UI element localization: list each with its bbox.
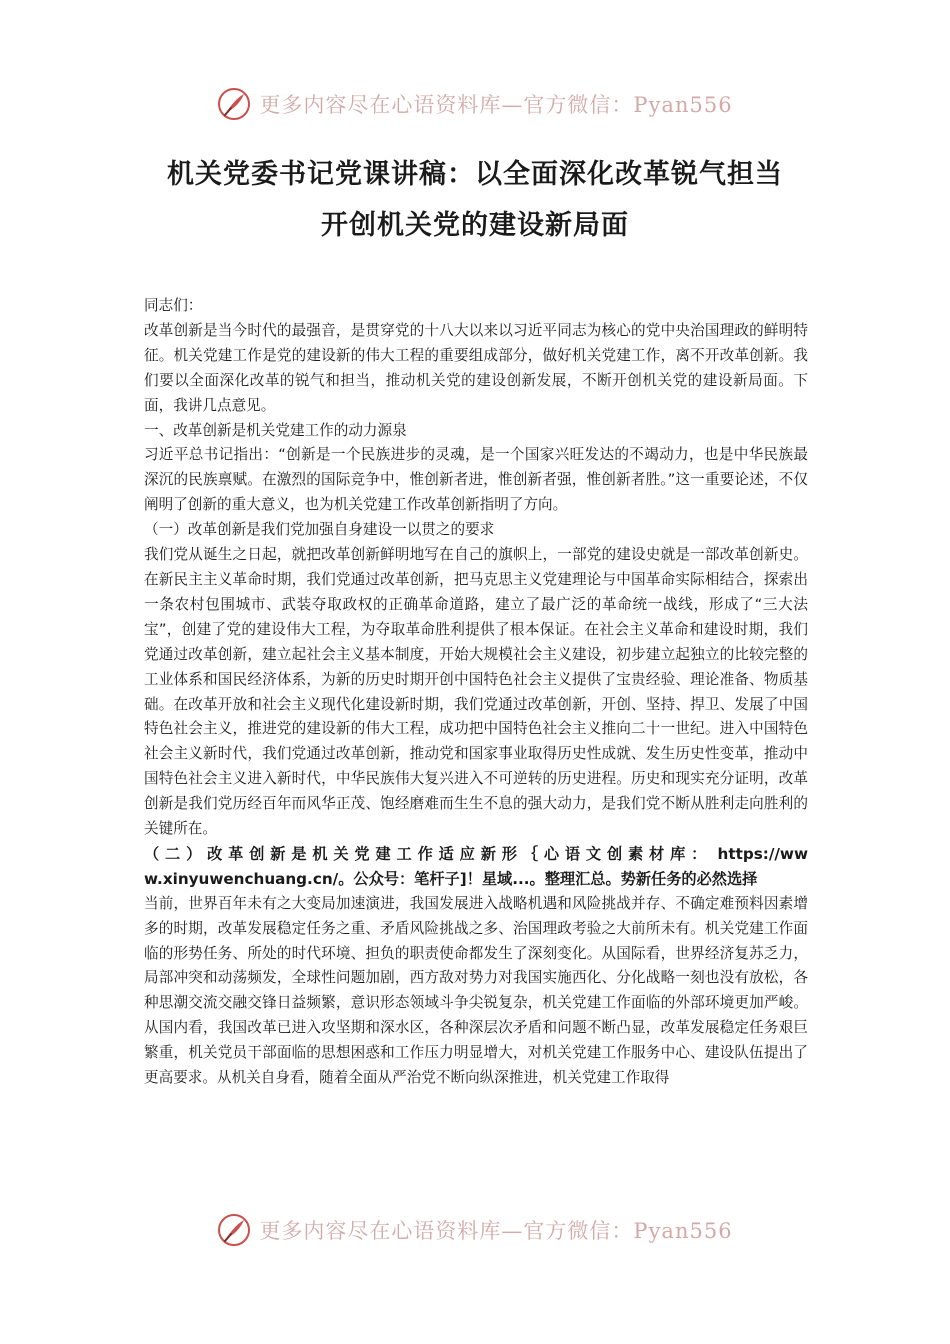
body-paragraph: 我们党从诞生之日起，就把改革创新鲜明地写在自己的旗帜上，一部党的建设史就是一部改革创新史。在新民主主义革命时期，我们党通过改革创新，把马克思主义党建理论与中国革命实际相结合，探索出一条农村包围城市、武装夺取政权的正确革命道路，建立了最广泛的革命统一战线，形成了“三大法宝”，创建了党的建设伟大工程，为夺取革命胜利提供了根本保证。在社会主义革命和建设时期，我们党通过改革创新，建立起社会主义基本制度，开始大规模社会主义建设，初步建立起独立的比较完整的工业体系和国民经济体系，为新的历史时期开创中国特色社会主义提供了宝贵经验、理论准备、物质基础。在改革开放和社会主义现代化建设新时期，我们党通过改革创新，开创、坚持、捍卫、发展了中国特色社会主义，推进党的建设新的伟大工程，成功把中国特色社会主义推向二十一世纪。进入中国特色社会主义新时代，我们党通过改革创新，推动党和国家事业取得历史性成就、发生历史性变革，推动中国特色社会主义进入新时代，中华民族伟大复兴进入不可逆转的历史进程。历史和现实充分证明，改革创新是我们党历经百年而风华正茂、饱经磨难而生生不息的强大动力，是我们党不断从胜利走向胜利的关键所在。 (144, 546, 808, 838)
section-heading-1: 一、改革创新是机关党建工作的动力源泉 (144, 421, 407, 439)
body-paragraph: 习近平总书记指出：“创新是一个民族进步的灵魂，是一个国家兴旺发达的不竭动力，也是中华民族最深沉的民族禀赋。在激烈的国际竞争中，惟创新者进，惟创新者强，惟创新者胜。”这一重要论述，不仅阐明了创新的重大意义，也为机关党建工作改革创新指明了方向。 (144, 446, 808, 514)
watermark-text: 更多内容尽在心语资料库—官方微信：Pyan556 (259, 1219, 733, 1243)
feather-logo-icon (217, 1213, 251, 1247)
subsection-heading-2-part-b: https://www.xinyuwenchuang.cn/。公众号：笔杆子]！星域...。整理汇总。势新任务的必然选择 (144, 844, 808, 888)
document-title-line-1: 机关党委书记党课讲稿：以全面深化改革锐气担当 (167, 159, 783, 190)
document-body (144, 294, 808, 1091)
intro-paragraph: 改革创新是当今时代的最强音，是贯穿党的十八大以来以习近平同志为核心的党中央治国理政的鲜明特征。机关党建工作是党的建设新的伟大工程的重要组成部分，做好机关党建工作，离不开改革创新。我们要以全面深化改革的锐气和担当，推动机关党的建设创新发展，不断开创机关党的建设新局面。下面，我讲几点意见。 (144, 321, 808, 414)
subsection-heading-1: （一）改革创新是我们党加强自身建设一以贯之的要求 (144, 521, 495, 539)
salutation: 同志们： (144, 297, 203, 314)
body-paragraph: 当前，世界百年未有之大变局加速演进，我国发展进入战略机遇和风险挑战并存、不确定难预料因素增多的时期，改革发展稳定任务之重、矛盾风险挑战之多、治国理政考验之大前所未有。机关党建工作面临的形势任务、所处的时代环境、担负的职责使命都发生了深刻变化。从国际看，世界经济复苏乏力，局部冲突和动荡频发，全球性问题加剧，西方敌对势力对我国实施西化、分化战略一刻也没有放松，各种思潮交流交融交锋日益频繁，意识形态领域斗争尖锐复杂，机关党建工作面临的外部环境更加严峻。从国内看，我国改革已进入攻坚期和深水区，各种深层次矛盾和问题不断凸显，改革发展稳定任务艰巨繁重，机关党员干部面临的思想困惑和工作压力明显增大，对机关党建工作服务中心、建设队伍提出了更高要求。从机关自身看，随着全面从严治党不断向纵深推进，机关党建工作取得 (144, 894, 808, 1087)
watermark-text: 更多内容尽在心语资料库—官方微信：Pyan556 (259, 93, 733, 117)
watermark-banner-bottom (0, 1208, 950, 1252)
feather-logo-icon (217, 87, 251, 121)
document-title-line-2: 开创机关党的建设新局面 (321, 210, 629, 241)
watermark-banner-top (0, 82, 950, 126)
subsection-heading-2 (144, 842, 808, 892)
subsection-heading-2-part-a: （二）改革创新是机关党建工作适应新形｛心语文创素材库： (144, 844, 713, 863)
